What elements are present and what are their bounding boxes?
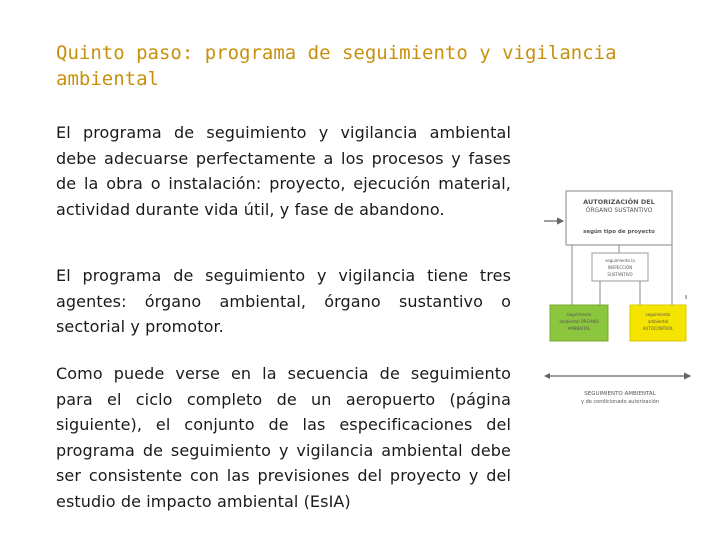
authorization-subtitle: según tipo de proyecto (583, 229, 655, 235)
slide-title: Quinto paso: programa de seguimiento y vigilancia ambiental (56, 42, 617, 90)
monitoring-label-1: SEGUIMIENTO AMBIENTAL (584, 391, 656, 397)
diagram-svg (540, 185, 700, 415)
monitoring-label-2: y de condicionado autorización (581, 399, 659, 405)
self-control-box (630, 305, 686, 341)
yellow-line-2: ambiental (647, 319, 669, 324)
inspection-line-1: seguimiento la (605, 258, 635, 263)
inspection-line-3: SUSTANTIVO (607, 272, 633, 277)
paragraph-intro: El programa de seguimiento y vigilancia ambiental debe adecuarse perfectamente a los procesos y fases de la obra o instalación: proyecto, ejecución material, actividad durante vida útil, y fase de abandono. (56, 123, 511, 219)
authorization-title-1: AUTORIZACIÓN DEL (583, 198, 655, 206)
paragraph-agents: El programa de seguimiento y vigilancia tiene tres agentes: órgano ambiental, órgano sustantivo o sectorial y promotor. (56, 266, 511, 336)
paragraph-sequence: Como puede verse en la secuencia de seguimiento para el ciclo completo de un aeropuerto (página siguiente), el conjunto de las especificaciones del programa de seguimiento y vigilancia ambiental debe ser consistente con las previsiones del proyecto y del estudio de impacto ambiental (EsIA) (56, 364, 511, 511)
timeline-arrow-start (544, 373, 550, 379)
monitoring-flow-diagram (540, 185, 700, 415)
inspection-box (592, 253, 648, 281)
inspection-line-2: INSPECCIÓN (607, 265, 633, 270)
authorization-title-2: ÓRGANO SUSTANTIVO (585, 207, 653, 214)
yellow-line-3: AUTOCONTROL (642, 326, 674, 331)
green-line-1: seguimiento (566, 312, 592, 317)
yellow-line-1: seguimiento (645, 312, 671, 317)
environmental-body-box (550, 305, 608, 341)
green-line-3: AMBIENTAL (567, 326, 591, 331)
authorization-box (566, 191, 672, 245)
green-line-2: ambiental ÓRGANO (559, 319, 599, 324)
